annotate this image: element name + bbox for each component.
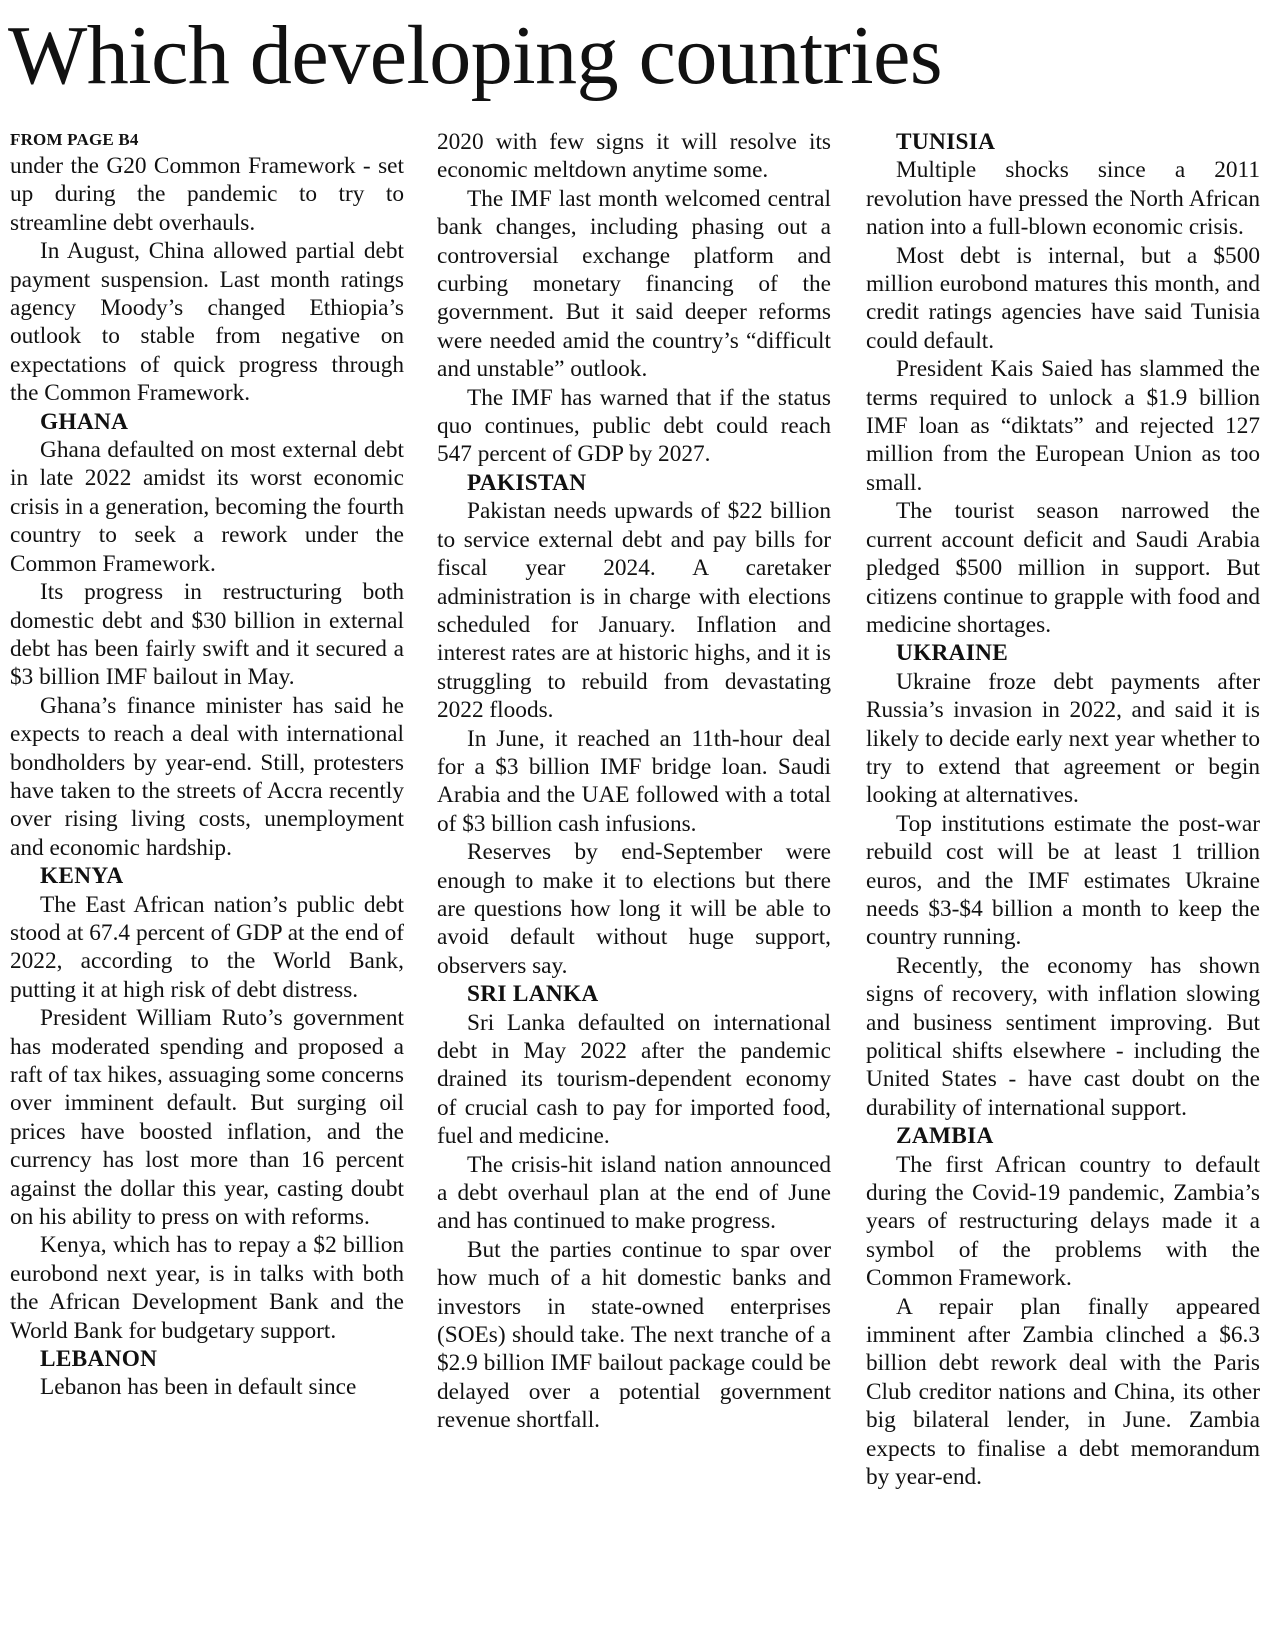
paragraph: Most debt is internal, but a $500 million eurobond matures this month, and credit ratings agencies have said Tunisia could default. xyxy=(866,242,1260,354)
section-heading-ghana: GHANA xyxy=(40,408,129,435)
paragraph: In June, it reached an 11th-hour deal for a $3 billion IMF bridge loan. Saudi Arabia and the UAE followed with a total of $3 billion cash infusions. xyxy=(437,725,831,837)
paragraph: A repair plan finally appeared imminent after Zambia clinched a $6.3 billion debt rework deal with the Paris Club creditor nations and China, its other big bilateral lender, in June. Zambia expects to finalise a debt memorandum by year-end. xyxy=(866,1293,1260,1491)
article-column-1 xyxy=(10,128,404,1648)
paragraph: Lebanon has been in default since xyxy=(40,1374,357,1401)
paragraph: Sri Lanka defaulted on international debt in May 2022 after the pandemic drained its tourism-dependent economy of crucial cash to pay for imported food, fuel and medicine. xyxy=(437,1009,831,1150)
section-heading-sri-lanka: SRI LANKA xyxy=(467,981,599,1008)
article-column-2 xyxy=(437,128,831,1648)
section-heading-ukraine: UKRAINE xyxy=(896,640,1009,667)
paragraph: The crisis-hit island nation announced a debt overhaul plan at the end of June and has continued to make progress. xyxy=(437,1151,831,1235)
section-heading-pakistan: PAKISTAN xyxy=(467,469,587,496)
paragraph: The tourist season narrowed the current account deficit and Saudi Arabia pledged $500 million in support. But citizens continue to grapple with food and medicine shortages. xyxy=(866,498,1260,638)
paragraph: Pakistan needs upwards of $22 billion to service external debt and pay bills for fiscal year 2024. A caretaker administration is in charge with elections scheduled for January. Inflation and interest rates are at historic highs, and it is struggling to rebuild from devastating 2022 floods. xyxy=(437,498,831,724)
section-heading-tunisia: TUNISIA xyxy=(896,129,996,155)
paragraph: Reserves by end-September were enough to make it to elections but there are questions how long it will be able to avoid default without huge support, observers say. xyxy=(437,839,831,979)
continued-from-label: FROM PAGE B4 xyxy=(10,130,139,149)
paragraph: Multiple shocks since a 2011 revolution have pressed the North African nation into a full-blown economic crisis. xyxy=(866,157,1260,241)
paragraph: The IMF last month welcomed central bank changes, including phasing out a controversial exchange platform and curbing monetary financing of the government. But it said deeper reforms were needed amid the country’s “difficult and unstable” outlook. xyxy=(437,185,831,383)
paragraph: But the parties continue to spar over how much of a hit domestic banks and investors in state-owned enterprises (SOEs) should take. The next tranche of a $2.9 billion IMF bailout package could be delayed over a potential government revenue shortfall. xyxy=(437,1236,831,1434)
paragraph: President Kais Saied has slammed the terms required to unlock a $1.9 billion IMF loan as “diktats” and rejected 127 million from the European Union as too small. xyxy=(866,356,1260,496)
section-heading-lebanon: LEBANON xyxy=(40,1346,158,1373)
section-heading-zambia: ZAMBIA xyxy=(896,1123,994,1150)
paragraph: Its progress in restructuring both domestic debt and $30 billion in external debt has been fairly swift and it secured a $3 billion IMF bailout in May. xyxy=(10,579,404,691)
paragraph: under the G20 Common Framework - set up during the pandemic to try to streamline debt overhauls. xyxy=(10,153,404,236)
paragraph: Ghana defaulted on most external debt in late 2022 amidst its worst economic crisis in a generation, becoming the fourth country to seek a rework under the Common Framework. xyxy=(10,437,404,577)
paragraph: Ghana’s finance minister has said he expects to reach a deal with international bondholders by year-end. Still, protesters have taken to the streets of Accra recently over rising living costs, unemployment and economic hardship. xyxy=(10,692,404,861)
paragraph: President William Ruto’s government has moderated spending and proposed a raft of tax hikes, assuaging some concerns over imminent default. But surging oil prices have boosted inflation, and the currency has lost more than 16 percent against the dollar this year, casting doubt on his ability to press on with reforms. xyxy=(10,1005,404,1231)
article-column-3 xyxy=(866,128,1260,1648)
paragraph: The first African country to default during the Covid-19 pandemic, Zambia’s years of restructuring delays made it a symbol of the problems with the Common Framework. xyxy=(866,1151,1260,1292)
paragraph: 2020 with few signs it will resolve its economic meltdown anytime some. xyxy=(437,129,831,184)
paragraph: Ukraine froze debt payments after Russia’s invasion in 2022, and said it is likely to decide early next year whether to try to extend that agreement or begin looking at alternatives. xyxy=(866,668,1260,809)
paragraph: Recently, the economy has shown signs of recovery, with inflation slowing and business sentiment improving. But political shifts elsewhere - including the United States - have cast doubt on the durability of international support. xyxy=(866,952,1260,1121)
paragraph: In August, China allowed partial debt payment suspension. Last month ratings agency Moody’s changed Ethiopia’s outlook to stable from negative on expectations of quick progress through the Common Framework. xyxy=(10,238,404,407)
paragraph: Top institutions estimate the post-war rebuild cost will be at least 1 trillion euros, and the IMF estimates Ukraine needs $3-$4 billion a month to keep the country running. xyxy=(866,810,1260,951)
headline: Which developing countries xyxy=(8,9,943,102)
paragraph: The IMF has warned that if the status quo continues, public debt could reach 547 percent of GDP by 2027. xyxy=(437,384,831,468)
paragraph: The East African nation’s public debt stood at 67.4 percent of GDP at the end of 2022, according to the World Bank, putting it at high risk of debt distress. xyxy=(10,891,404,1003)
paragraph: Kenya, which has to repay a $2 billion eurobond next year, is in talks with both the African Development Bank and the World Bank for budgetary support. xyxy=(10,1232,404,1344)
section-heading-kenya: KENYA xyxy=(40,863,124,890)
